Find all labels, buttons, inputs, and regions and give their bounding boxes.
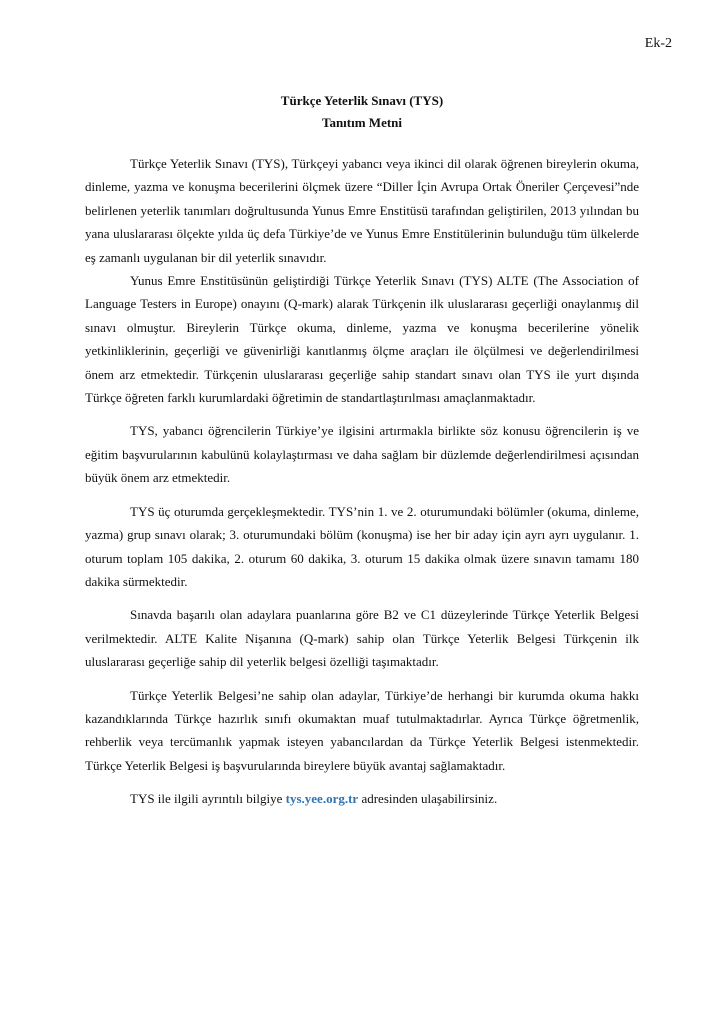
paragraph-certificate: Sınavda başarılı olan adaylara puanlarına göre B2 ve C1 düzeylerinde Türkçe Yeterlik Belgesi verilmektedir. ALTE Kalite Nişanına (Q-mark) sahip olan Türkçe Yeterlik Belgesi Türkçenin ilk uluslararası geçerliğe sahip dil yeterlik belgesi özelliği taşımaktadır. — [85, 607, 639, 670]
document-subtitle: Tanıtım Metni — [321, 115, 403, 130]
paragraph-alte: Yunus Emre Enstitüsünün geliştirdiği Türkçe Yeterlik Sınavı (TYS) ALTE (The Association of Language Testers in Europe) onayını (Q-mark) alarak Türkçenin ilk uluslararası geçerliği onaylanmış dil sınavı olmuştur. Bireylerin Türkçe okuma, dinleme, yazma ve konuşma becerilerine yönelik yetkinliklerinin, geçerliği ve güvenirliği kanıtlanmış ölçme araçları ile ölçülmesi ve değerlendirilmesi önem arz etmektedir. Türkçenin uluslararası geçerliğe sahip standart sınavı olan TYS ile yurt dışında Türkçe öğreten farklı kurumlardaki öğretimin de standartlaştırılması amaçlanmaktadır. — [85, 273, 639, 406]
closing-text-before: TYS ile ilgili ayrıntılı bilgiye — [130, 791, 286, 807]
title-block — [0, 90, 724, 134]
document-title: Türkçe Yeterlik Sınavı (TYS) — [280, 93, 444, 108]
document-body — [85, 152, 639, 811]
paragraph-importance: TYS, yabancı öğrencilerin Türkiye’ye ilgisini artırmakla birlikte söz konusu öğrencilerin iş ve eğitim başvurularının kabulünü kolaylaştırması ve daha sağlam bir düzlemde değerlendirilmesi açısından büyük önem arz etmektedir. — [85, 423, 639, 486]
paragraph-benefits: Türkçe Yeterlik Belgesi’ne sahip olan adaylar, Türkiye’de herhangi bir kurumda okuma hakkı kazandıklarında Türkçe hazırlık sınıfı okumaktan muaf tutulmaktadırlar. Ayrıca Türkçe öğretmenlik, rehberlik veya tercümanlık yapmak isteyen yabancılardan da Türkçe Yeterlik Belgesi istenmektedir. Türkçe Yeterlik Belgesi iş başvurularında bireylere büyük avantaj sağlamaktadır. — [85, 687, 639, 773]
paragraph-sessions: TYS üç oturumda gerçekleşmektedir. TYS’nin 1. ve 2. oturumundaki bölümler (okuma, dinleme, yazma) grup sınavı olarak; 3. oturumundaki bölüm (konuşma) ise her bir aday için ayrı ayrı uygulanır. 1. oturum toplam 105 dakika, 2. oturum 60 dakika, 3. oturum 15 dakika olmak üzere sınavın tamamı 180 dakika sürmektedir. — [85, 503, 639, 589]
closing-text-after: adresinden ulaşabilirsiniz. — [358, 791, 498, 807]
paragraph-closing — [85, 787, 639, 810]
website-link[interactable]: tys.yee.org.tr — [285, 791, 359, 807]
paragraph-intro: Türkçe Yeterlik Sınavı (TYS), Türkçeyi yabancı veya ikinci dil olarak öğrenen bireylerin okuma, dinleme, yazma ve konuşma becerilerini ölçmek üzere “Diller İçin Avrupa Ortak Öneriler Çerçevesi”nde belirlenen yeterlik tanımları doğrultusunda Yunus Emre Enstitüsü tarafından geliştirilen, 2013 yılından bu yana uluslararası ölçekte yılda üç defa Türkiye’de ve Yunus Emre Enstitülerinin bulunduğu tüm ülkelerde eş zamanlı uygulanan bir dil yeterlik sınavıdır. — [85, 156, 639, 265]
page-label: Ek-2 — [644, 36, 672, 51]
